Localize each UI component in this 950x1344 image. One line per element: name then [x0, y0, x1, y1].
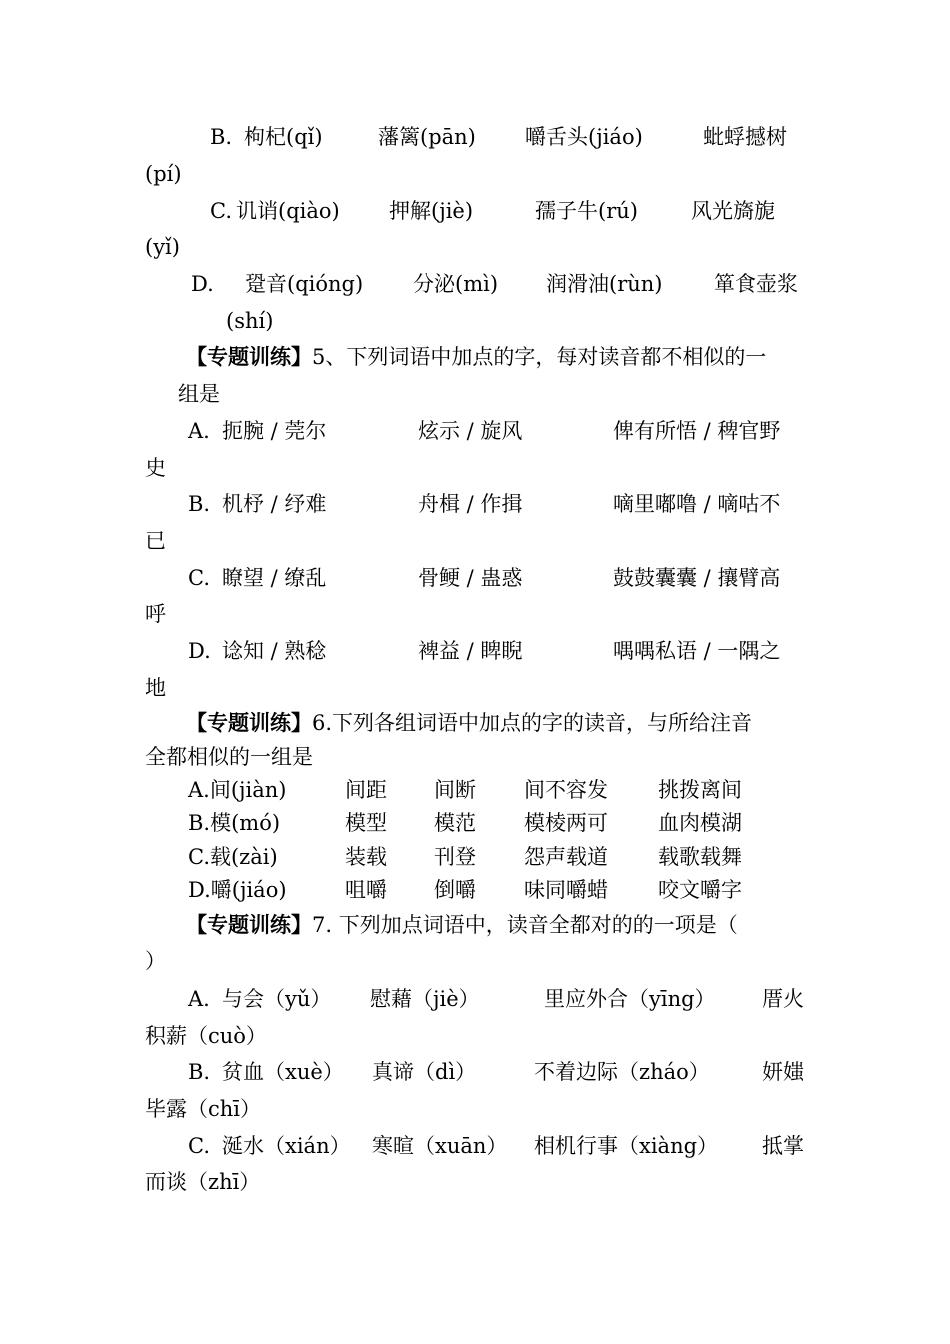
q4-option-d	[0, 266, 950, 302]
word-item: 倒嚼	[434, 878, 476, 902]
word-item: 相机行事（xiàng）	[534, 1134, 719, 1158]
q7-option-b-cont	[0, 1091, 950, 1127]
q6-option-c	[0, 839, 950, 875]
q5-option-d-cont	[0, 670, 950, 706]
question-text: 7. 下列加点词语中，读音全都对的的一项是（	[312, 913, 738, 937]
option-label: A.	[188, 419, 210, 443]
word-item: 味同嚼蜡	[524, 878, 608, 902]
q6-option-b	[0, 805, 950, 841]
word-item: 挑拨离间	[658, 778, 742, 802]
word-pair: 舟楫 / 作揖	[418, 492, 523, 516]
option-label: D.	[191, 272, 214, 296]
word-item: 风光旖旎	[691, 199, 775, 223]
word-item: 刊登	[434, 845, 476, 869]
word-item: 史	[145, 456, 166, 480]
word-item: 血肉模湖	[658, 811, 742, 835]
word-item: 慰藉（jiè）	[370, 987, 480, 1011]
q6-option-d	[0, 872, 950, 908]
word-item: 箪食壶浆	[714, 272, 798, 296]
word-item: 贫血（xuè）	[222, 1060, 344, 1084]
word-item: 间距	[345, 778, 387, 802]
word-item: 涎水（xián）	[222, 1134, 351, 1158]
word-item: 模棱两可	[524, 811, 608, 835]
word-item: 嚼舌头(jiáo)	[525, 125, 643, 149]
word-item: (shí)	[226, 309, 274, 333]
option-label: B.	[210, 125, 233, 149]
question-text: 全都相似的一组是	[145, 745, 313, 769]
word-item: (pí)	[145, 162, 182, 186]
option-label: D.	[188, 639, 211, 663]
q7-option-a-cont	[0, 1018, 950, 1054]
section-tag: 【专题训练】	[186, 711, 312, 735]
word-item: 跫音(qióng)	[245, 272, 364, 296]
word-item: 寒暄（xuān）	[372, 1134, 508, 1158]
word-item: 妍媸	[762, 1060, 804, 1084]
option-label: B.	[188, 492, 211, 516]
option-label: C.	[210, 199, 232, 223]
word-pair: 俾有所悟 / 稗官野	[613, 419, 781, 443]
word-item: 怨声载道	[524, 845, 608, 869]
word-item: 真谛（dì）	[372, 1060, 477, 1084]
word-item: 呼	[145, 602, 166, 626]
question-text: ）	[145, 949, 166, 973]
q7-option-a	[0, 981, 950, 1017]
word-pair: 炫示 / 旋风	[418, 419, 523, 443]
word-item: 抵掌	[762, 1134, 804, 1158]
q5-option-d	[0, 633, 950, 669]
q7-option-b	[0, 1054, 950, 1090]
word-pair: 喁喁私语 / 一隅之	[613, 639, 781, 663]
word-pair: 鼓鼓囊囊 / 攘臂高	[613, 566, 781, 590]
q5-option-a	[0, 413, 950, 449]
q5-option-b-cont	[0, 523, 950, 559]
word-item: 已	[145, 529, 166, 553]
word-pair: 扼腕 / 莞尔	[222, 419, 327, 443]
question-text: 6.下列各组词语中加点的字的读音，与所给注音	[312, 711, 753, 735]
word-item: 模型	[345, 811, 387, 835]
word-item: 毕露（chī）	[145, 1097, 262, 1121]
q5-stem	[0, 339, 950, 375]
section-tag: 【专题训练】	[186, 345, 312, 369]
q7-option-c-cont	[0, 1164, 950, 1200]
word-item: 不着边际（zháo）	[534, 1060, 710, 1084]
word-item: 分泌(mì)	[413, 272, 499, 296]
q4-option-b	[0, 119, 950, 155]
word-item: 间断	[434, 778, 476, 802]
q4-option-b-cont	[0, 156, 950, 192]
q7-stem-cont	[0, 943, 950, 979]
word-item: 积薪（cuò）	[145, 1024, 267, 1048]
word-item: 与会（yǔ）	[222, 987, 332, 1011]
word-item: 藩篱(pān)	[378, 125, 476, 149]
word-item: 咬文嚼字	[658, 878, 742, 902]
q7-option-c	[0, 1128, 950, 1164]
option-label: C.	[188, 566, 210, 590]
q6-option-a	[0, 772, 950, 808]
word-item: 枸杞(qǐ)	[244, 125, 323, 149]
q4-option-d-cont	[0, 303, 950, 339]
word-pair: 瞭望 / 缭乱	[222, 566, 327, 590]
q6-stem	[0, 705, 950, 741]
option-head: D.嚼(jiáo)	[188, 878, 287, 902]
word-item: 蚍蜉撼树	[703, 125, 787, 149]
word-item: 地	[145, 676, 166, 700]
q5-option-b	[0, 486, 950, 522]
word-item: 押解(jiè)	[389, 199, 474, 223]
q5-option-c	[0, 560, 950, 596]
q6-stem-cont	[0, 739, 950, 775]
option-label: A.	[188, 987, 210, 1011]
word-item: 装载	[345, 845, 387, 869]
question-text: 组是	[178, 382, 220, 406]
word-pair: 谂知 / 熟稔	[222, 639, 327, 663]
word-item: 里应外合（yīng）	[544, 987, 716, 1011]
word-item: 而谈（zhī）	[145, 1170, 261, 1194]
word-item: 厝火	[762, 987, 804, 1011]
option-head: B.模(mó)	[188, 811, 281, 835]
word-pair: 嘀里嘟噜 / 嘀咕不	[613, 492, 781, 516]
q4-option-c	[0, 193, 950, 229]
option-label: C.	[188, 1134, 210, 1158]
q5-stem-cont	[0, 376, 950, 412]
q5-option-c-cont	[0, 596, 950, 632]
option-label: B.	[188, 1060, 211, 1084]
question-text: 5、下列词语中加点的字，每对读音都不相似的一	[312, 345, 767, 369]
q4-option-c-cont	[0, 229, 950, 265]
word-item: (yǐ)	[145, 235, 180, 259]
option-head: C.载(zài)	[188, 845, 278, 869]
option-head: A.间(jiàn)	[188, 778, 287, 802]
word-item: 间不容发	[524, 778, 608, 802]
q7-stem	[0, 907, 950, 943]
section-tag: 【专题训练】	[186, 913, 312, 937]
word-item: 载歌载舞	[658, 845, 742, 869]
word-pair: 机杼 / 纾难	[222, 492, 327, 516]
q5-option-a-cont	[0, 450, 950, 486]
word-item: 润滑油(rùn)	[546, 272, 663, 296]
word-item: 孺子牛(rú)	[535, 199, 638, 223]
word-pair: 裨益 / 睥睨	[418, 639, 523, 663]
word-item: 咀嚼	[345, 878, 387, 902]
word-item: 讥诮(qiào)	[236, 199, 340, 223]
word-item: 模范	[434, 811, 476, 835]
word-pair: 骨鲠 / 蛊惑	[418, 566, 523, 590]
